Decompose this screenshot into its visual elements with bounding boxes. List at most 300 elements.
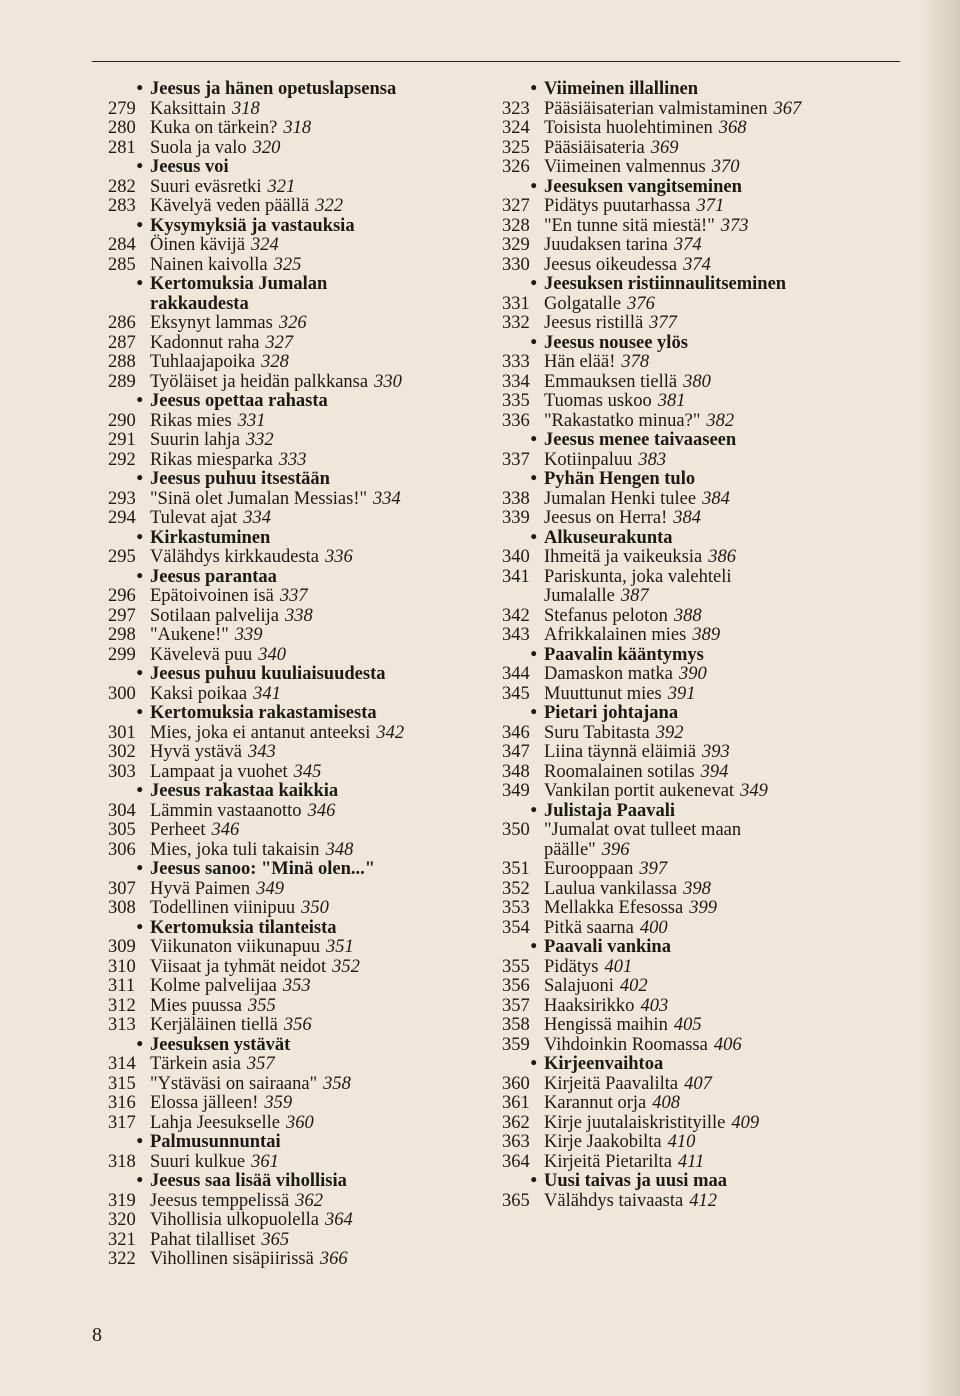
entry-title: Nainen kaivolla [150, 254, 268, 275]
entry-page-number: 373 [720, 215, 749, 236]
toc-entry [108, 821, 488, 841]
entry-number: 299 [108, 644, 136, 665]
entry-page-number: 334 [243, 508, 271, 528]
entry-page-number: 345 [293, 761, 322, 782]
entry-number: 304 [108, 800, 136, 821]
entry-number: 297 [108, 605, 136, 626]
entry-number: 286 [108, 313, 136, 333]
entry-page-number: 346 [307, 800, 336, 821]
entry-number: 352 [502, 878, 530, 899]
entry-page-number: 412 [689, 1190, 717, 1211]
toc-right-column [502, 80, 882, 1211]
entry-page-number: 332 [245, 430, 274, 450]
entry-title: Afrikkalainen mies [544, 625, 687, 645]
entry-number: 280 [108, 118, 136, 138]
entry-number: 279 [108, 98, 136, 119]
toc-entry [108, 763, 488, 783]
section-heading [108, 1133, 488, 1153]
section-title: Uusi taivas ja uusi maa [544, 1171, 727, 1191]
entry-title: Eksynyt lammas [150, 313, 273, 333]
section-title: Jeesus puhuu itsestään [150, 469, 330, 489]
entry-title: Jeesus on Herra! [544, 508, 668, 528]
section-heading [502, 646, 882, 666]
entry-number: 287 [108, 332, 136, 353]
section-heading [502, 80, 882, 100]
entry-number: 328 [502, 215, 530, 236]
entry-title: Työläiset ja heidän palkkansa [150, 371, 369, 392]
entry-page-number: 383 [638, 449, 667, 470]
entry-title: Rikas miesparka [150, 449, 273, 470]
toc-entry [108, 587, 488, 607]
toc-entry [108, 1094, 488, 1114]
entry-page-number: 399 [689, 898, 717, 918]
entry-title: Välähdys taivaasta [544, 1190, 684, 1211]
entry-page-number: 377 [649, 313, 677, 333]
entry-page-number: 337 [279, 586, 308, 606]
entry-title: Kävelevä puu [150, 644, 253, 665]
section-title: Alkuseurakunta [544, 527, 673, 548]
entry-title: Pidätys [544, 956, 599, 977]
entry-number: 337 [502, 449, 530, 470]
entry-number: 357 [502, 995, 530, 1016]
entry-page-number: 336 [325, 547, 353, 567]
entry-title: "Rakastatko minua?" [544, 410, 701, 431]
entry-page-number: 320 [252, 137, 281, 158]
entry-number: 342 [502, 605, 530, 626]
entry-number: 322 [108, 1249, 136, 1269]
toc-entry [502, 100, 882, 120]
section-heading [108, 860, 488, 880]
toc-entry [502, 685, 882, 705]
toc-entry [108, 841, 488, 861]
entry-title: Lämmin vastaanotto [150, 800, 302, 821]
toc-entry [502, 1153, 882, 1173]
entry-title: Viimeinen valmennus [544, 157, 706, 177]
entry-title: Viisaat ja tyhmät neidot [150, 956, 327, 977]
toc-entry [502, 568, 882, 588]
bullet-icon: • [136, 917, 143, 938]
entry-page-number: 389 [692, 625, 721, 645]
entry-number: 313 [108, 1015, 136, 1035]
entry-page-number: 343 [247, 742, 276, 762]
entry-number: 300 [108, 683, 136, 704]
entry-title: Kaksittain [150, 98, 227, 119]
entry-title: Välähdys kirkkaudesta [150, 547, 320, 567]
entry-number: 307 [108, 878, 136, 899]
entry-title: Mellakka Efesossa [544, 898, 684, 918]
section-heading [108, 217, 488, 237]
entry-title: Kerjäläinen tiellä [150, 1015, 278, 1035]
entry-title: Hyvä ystävä [150, 742, 242, 762]
entry-page-number: 338 [284, 605, 313, 626]
toc-entry [108, 490, 488, 510]
toc-entry [502, 548, 882, 568]
entry-page-number: 368 [718, 118, 747, 138]
toc-entry [502, 997, 882, 1017]
toc-entry [108, 548, 488, 568]
bullet-icon: • [136, 781, 143, 801]
entry-page-number: 405 [673, 1015, 702, 1035]
entry-page-number: 391 [667, 683, 696, 704]
entry-title: Suuri kulkue [150, 1151, 246, 1172]
section-title: Pietari johtajana [544, 703, 679, 723]
entry-title: Hengissä maihin [544, 1015, 668, 1035]
entry-title: "Aukene!" [150, 625, 229, 645]
section-heading [502, 1172, 882, 1192]
section-heading [502, 334, 882, 354]
entry-page-number: 374 [673, 235, 702, 255]
bullet-icon: • [530, 644, 537, 665]
bullet-icon: • [530, 937, 537, 957]
entry-number: 311 [108, 976, 136, 996]
entry-number: 351 [502, 859, 530, 879]
entry-number: 298 [108, 625, 136, 645]
section-title: Viimeinen illallinen [544, 79, 699, 99]
toc-entry [108, 685, 488, 705]
entry-page-number: 349 [256, 878, 284, 899]
entry-number: 305 [108, 820, 136, 840]
entry-number: 354 [502, 917, 530, 938]
entry-title: Sotilaan palvelija [150, 605, 279, 626]
section-title: Julistaja Paavali [544, 800, 676, 821]
entry-page-number: 384 [673, 508, 702, 528]
section-title: Jeesuksen ristiinnaulitseminen [544, 274, 787, 294]
section-title: Palmusunnuntai [150, 1132, 281, 1152]
toc-entry [108, 997, 488, 1017]
entry-number: 290 [108, 410, 136, 431]
page-spine-shadow [920, 0, 960, 1396]
section-heading [108, 275, 488, 295]
toc-entry [108, 743, 488, 763]
entry-page-number: 357 [246, 1054, 275, 1074]
entry-page-number: 318 [232, 98, 260, 119]
entry-title: Tuhlaajapoika [150, 352, 256, 372]
entry-title: Mies puussa [150, 995, 242, 1016]
toc-entry [108, 236, 488, 256]
entry-number: 361 [502, 1093, 530, 1113]
bullet-icon: • [136, 79, 143, 99]
toc-entry [502, 626, 882, 646]
entry-page-number: 409 [731, 1112, 760, 1133]
toc-entry [108, 1250, 488, 1270]
toc-entry [502, 977, 882, 997]
toc-entry [108, 256, 488, 276]
toc-entry [108, 334, 488, 354]
entry-title: "Ystäväsi on sairaana" [150, 1073, 318, 1094]
entry-page-number: 356 [283, 1015, 312, 1035]
entry-page-number: 401 [604, 956, 633, 977]
entry-number: 327 [502, 196, 530, 216]
entry-page-number: 324 [251, 235, 279, 255]
bullet-icon: • [530, 703, 537, 723]
entry-page-number: 390 [678, 664, 707, 684]
entry-page-number: 360 [285, 1112, 314, 1133]
toc-entry [502, 314, 882, 334]
entry-title: Vihdoinkin Roomassa [544, 1034, 708, 1055]
toc-entry [502, 373, 882, 393]
entry-number: 338 [502, 488, 530, 509]
entry-page-number: 359 [264, 1093, 293, 1113]
entry-title: Jumalan Henki tulee [544, 488, 697, 509]
entry-page-number: 386 [708, 547, 736, 567]
entry-title: Kadonnut raha [150, 332, 260, 353]
toc-entry [502, 841, 882, 861]
entry-title: Todellinen viinipuu [150, 898, 296, 918]
entry-title: Toisista huolehtiminen [544, 118, 713, 138]
section-heading [502, 704, 882, 724]
section-heading [108, 782, 488, 802]
entry-number: 326 [502, 157, 530, 177]
toc-entry [108, 977, 488, 997]
entry-number: 314 [108, 1054, 136, 1074]
toc-entry [502, 1036, 882, 1056]
bullet-icon: • [530, 1171, 537, 1191]
entry-page-number: 353 [282, 976, 311, 996]
section-heading [502, 178, 882, 198]
entry-title: Vihollisia ulkopuolella [150, 1210, 319, 1230]
entry-page-number: 407 [684, 1073, 712, 1094]
section-heading [502, 431, 882, 451]
entry-title: päälle" [544, 839, 596, 860]
toc-entry [502, 724, 882, 744]
entry-number: 289 [108, 371, 136, 392]
bullet-icon: • [136, 1132, 143, 1152]
entry-title: Lampaat ja vuohet [150, 761, 288, 782]
toc-entry [108, 646, 488, 666]
entry-page-number: 326 [278, 313, 307, 333]
entry-number: 331 [502, 293, 530, 314]
toc-entry [108, 938, 488, 958]
entry-title: Damaskon matka [544, 664, 673, 684]
entry-title: Stefanus peloton [544, 605, 668, 626]
toc-entry [108, 626, 488, 646]
entry-number: 294 [108, 508, 136, 528]
section-heading [108, 392, 488, 412]
entry-title: Muuttunut mies [544, 683, 662, 704]
entry-page-number: 374 [683, 254, 711, 275]
toc-entry [108, 353, 488, 373]
entry-title: Kävelyä veden päällä [150, 196, 310, 216]
entry-number: 355 [502, 956, 530, 977]
entry-page-number: 402 [619, 976, 648, 996]
bullet-icon: • [530, 79, 537, 99]
section-heading [108, 704, 488, 724]
entry-number: 291 [108, 430, 136, 450]
entry-title: Elossa jälleen! [150, 1093, 259, 1113]
entry-title: Lahja Jeesukselle [150, 1112, 280, 1133]
entry-page-number: 355 [248, 995, 276, 1016]
bullet-icon: • [136, 157, 143, 177]
entry-title: Epätoivoinen isä [150, 586, 274, 606]
bullet-icon: • [136, 391, 143, 411]
bullet-icon: • [136, 215, 143, 236]
entry-page-number: 339 [234, 625, 263, 645]
entry-title: Pääsiäisateria [544, 137, 645, 158]
top-rule [92, 61, 900, 62]
section-heading [502, 275, 882, 295]
toc-entry [502, 782, 882, 802]
entry-title: "Sinä olet Jumalan Messias!" [150, 488, 368, 509]
entry-page-number: 381 [657, 391, 686, 411]
toc-entry [502, 821, 882, 841]
entry-number: 345 [502, 683, 530, 704]
toc-entry [502, 353, 882, 373]
section-title: Jeesus parantaa [150, 566, 277, 587]
section-title: Jeesus opettaa rahasta [150, 391, 328, 411]
entry-number: 336 [502, 410, 530, 431]
toc-entry [108, 1192, 488, 1212]
toc-entry [108, 880, 488, 900]
entry-number: 318 [108, 1151, 136, 1172]
section-title: Jeesus nousee ylös [544, 332, 688, 353]
entry-number: 362 [502, 1112, 530, 1133]
section-title: Paavali vankina [544, 937, 671, 957]
entry-number: 364 [502, 1151, 530, 1172]
entry-title: Pitkä saarna [544, 917, 634, 938]
entry-page-number: 331 [237, 410, 266, 431]
entry-title: Kirjeitä Paavalilta [544, 1073, 679, 1094]
toc-entry [108, 451, 488, 471]
toc-entry [108, 1016, 488, 1036]
entry-page-number: 327 [265, 332, 294, 353]
entry-title: Jeesus oikeudessa [544, 254, 678, 275]
section-title: Jeesus voi [150, 157, 229, 177]
bullet-icon: • [530, 176, 537, 197]
entry-title: Jeesus ristillä [544, 313, 644, 333]
section-title: Pyhän Hengen tulo [544, 469, 696, 489]
toc-entry [502, 158, 882, 178]
entry-page-number: 398 [683, 878, 711, 899]
entry-number: 358 [502, 1015, 530, 1035]
entry-title: Juudaksen tarina [544, 235, 668, 255]
toc-entry [502, 958, 882, 978]
entry-title: Tuomas uskoo [544, 391, 652, 411]
toc-entry [502, 256, 882, 276]
entry-page-number: 318 [283, 118, 312, 138]
toc-entry [502, 763, 882, 783]
entry-page-number: 369 [650, 137, 679, 158]
entry-title: Perheet [150, 820, 206, 840]
section-heading [502, 802, 882, 822]
entry-number: 317 [108, 1112, 136, 1133]
bullet-icon: • [530, 1054, 537, 1074]
entry-page-number: 388 [673, 605, 702, 626]
toc-entry [502, 197, 882, 217]
section-heading [108, 158, 488, 178]
entry-number: 301 [108, 722, 136, 743]
toc-entry [502, 860, 882, 880]
entry-number: 360 [502, 1073, 530, 1094]
entry-page-number: 351 [326, 937, 354, 957]
section-heading [108, 1172, 488, 1192]
section-heading [108, 919, 488, 939]
entry-title: Kaksi poikaa [150, 683, 248, 704]
entry-title: Pääsiäisaterian valmistaminen [544, 98, 768, 119]
entry-number: 346 [502, 722, 530, 743]
entry-page-number: 348 [325, 839, 354, 860]
toc-entry [502, 490, 882, 510]
toc-entry [502, 1075, 882, 1095]
bullet-icon: • [530, 430, 537, 450]
entry-page-number: 371 [696, 196, 725, 216]
entry-page-number: 380 [683, 371, 711, 392]
entry-number: 319 [108, 1190, 136, 1211]
section-title: Kysymyksiä ja vastauksia [150, 215, 355, 236]
entry-page-number: 384 [702, 488, 730, 509]
entry-title: Pariskunta, joka valehteli [544, 566, 732, 587]
entry-title: Karannut orja [544, 1093, 647, 1113]
entry-title: Kirje juutalaiskristityille [544, 1112, 726, 1133]
bullet-icon: • [136, 469, 143, 489]
entry-page-number: 334 [373, 488, 401, 509]
entry-title: Suola ja valo [150, 137, 247, 158]
toc-entry [502, 392, 882, 412]
toc-entry [502, 217, 882, 237]
toc-entry [502, 665, 882, 685]
toc-left-column [108, 80, 488, 1270]
entry-number: 281 [108, 137, 136, 158]
entry-page-number: 330 [374, 371, 402, 392]
entry-title: "En tunne sitä miestä!" [544, 215, 715, 236]
entry-number: 330 [502, 254, 530, 275]
bullet-icon: • [530, 469, 537, 489]
entry-title: Rikas mies [150, 410, 232, 431]
entry-number: 306 [108, 839, 136, 860]
entry-page-number: 411 [677, 1151, 705, 1172]
section-heading [502, 470, 882, 490]
section-title: rakkaudesta [150, 293, 249, 314]
entry-number: 329 [502, 235, 530, 255]
toc-entry [108, 431, 488, 451]
toc-entry [108, 139, 488, 159]
entry-number: 363 [502, 1132, 530, 1152]
entry-page-number: 397 [639, 859, 668, 879]
toc-entry [108, 899, 488, 919]
entry-title: Öinen kävijä [150, 235, 246, 255]
entry-page-number: 406 [713, 1034, 742, 1055]
entry-number: 309 [108, 937, 136, 957]
entry-title: Ihmeitä ja vaikeuksia [544, 547, 703, 567]
entry-number: 312 [108, 995, 136, 1016]
bullet-icon: • [136, 703, 143, 723]
section-title: Jeesus puhuu kuuliaisuudesta [150, 664, 386, 684]
toc-entry [108, 119, 488, 139]
entry-title: Hyvä Paimen [150, 878, 251, 899]
toc-entry [108, 1055, 488, 1075]
entry-title: Mies, joka ei antanut anteeksi [150, 722, 371, 743]
toc-entry [108, 724, 488, 744]
toc-entry [108, 412, 488, 432]
entry-title: Suuri eväsretki [150, 176, 262, 197]
toc-entry [502, 1094, 882, 1114]
entry-title: Kirjeitä Pietarilta [544, 1151, 672, 1172]
toc-entry [502, 451, 882, 471]
section-heading [108, 1036, 488, 1056]
bullet-icon: • [136, 859, 143, 879]
entry-page-number: 370 [711, 157, 740, 177]
section-title: Kirkastuminen [150, 527, 271, 548]
section-title: Jeesus saa lisää vihollisia [150, 1171, 347, 1191]
entry-page-number: 366 [319, 1249, 348, 1269]
entry-number: 335 [502, 391, 530, 411]
entry-page-number: 346 [211, 820, 240, 840]
entry-page-number: 322 [315, 196, 343, 216]
toc-entry [108, 197, 488, 217]
entry-page-number: 358 [323, 1073, 351, 1094]
toc-entry [108, 802, 488, 822]
toc-entry [502, 295, 882, 315]
entry-title: Vankilan portit aukenevat [544, 781, 735, 801]
